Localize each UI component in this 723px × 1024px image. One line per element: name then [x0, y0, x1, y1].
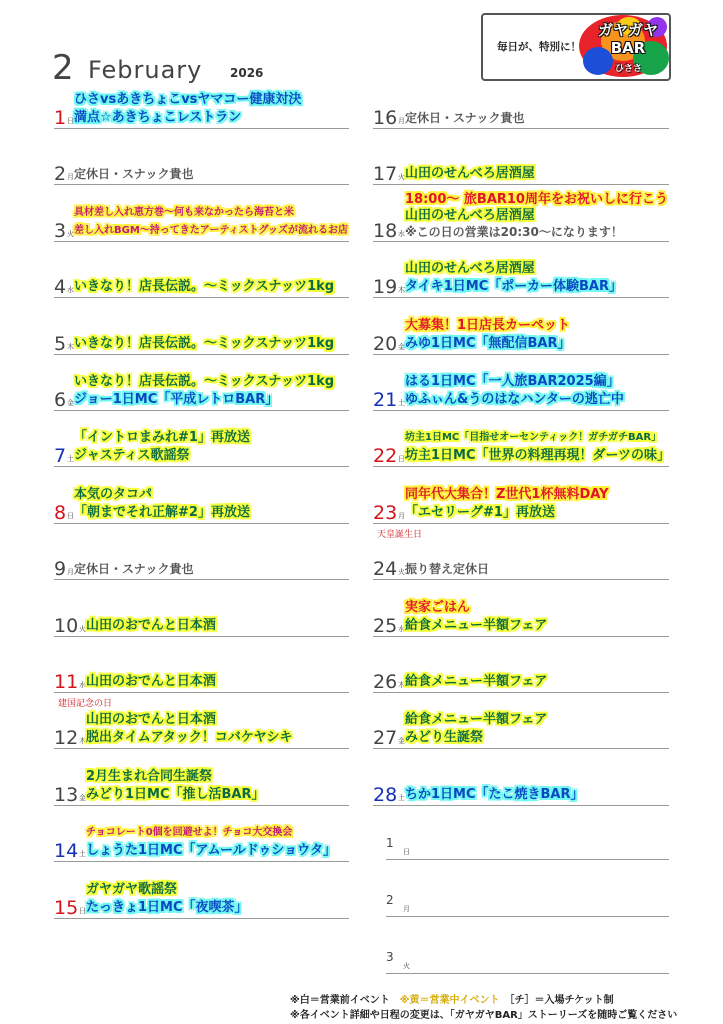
day-number: 12 — [54, 727, 79, 750]
weekday-label: 月 — [398, 117, 405, 125]
event-text: 山田のせんべろ居酒屋 — [405, 207, 535, 223]
day-number: 2 — [54, 163, 67, 186]
day-number: 24 — [373, 558, 398, 581]
weekday-label: 火 — [403, 962, 410, 970]
logo-brand-line1: ガヤガヤ — [597, 21, 658, 39]
weekday-label: 火 — [67, 229, 74, 238]
event-text: いきなり！店長伝説。～ミックスナッツ1kg — [74, 335, 335, 351]
event-text: 坊主1日MC「目指せオーセンティック！ガチガチBAR」 — [405, 432, 662, 444]
day-row-23 — [373, 464, 669, 540]
day-number: 26 — [373, 671, 398, 693]
weekday-label: 水 — [398, 229, 405, 238]
logo-sub: ひささ — [615, 64, 643, 74]
event-text: 「朝までそれ正解#2」再放送 — [74, 504, 250, 520]
event-text: 給食メニュー半額フェア — [405, 617, 548, 633]
event-text: 給食メニュー半額フェア — [405, 674, 548, 689]
day-number: 13 — [54, 783, 79, 806]
day-number: 20 — [373, 332, 398, 355]
event-text: ひさvsあきちょこvsヤマコー健康対決 — [74, 92, 302, 107]
day-row-6 — [54, 351, 349, 411]
event-text: みどり生誕祭 — [405, 730, 484, 746]
day-row-10 — [54, 577, 349, 637]
weekday-label: 土 — [67, 455, 74, 464]
day-number: 22 — [373, 445, 398, 468]
event-text: 山田のおでんと日本酒 — [86, 617, 216, 633]
weekday-label: 木 — [67, 342, 74, 351]
day-row-27 — [373, 689, 669, 749]
day-number: 3 — [386, 950, 394, 964]
day-number: 11 — [54, 671, 79, 693]
weekday-label: 土 — [79, 850, 86, 859]
event-text: ※この日の営業は20:30～になります！ — [405, 224, 623, 239]
weekday-label: 水 — [398, 624, 405, 633]
day-number: 4 — [54, 276, 67, 299]
footer-legend — [290, 991, 614, 1006]
month-name: February — [88, 56, 203, 84]
day-row-22 — [373, 407, 669, 467]
day-row-13 — [54, 746, 349, 806]
event-text: みゆ1日MC「無配信BAR」 — [405, 335, 571, 351]
event-text: 山田のせんべろ居酒屋 — [405, 261, 535, 277]
event-text: みどり1日MC「推し活BAR」 — [86, 786, 265, 802]
day-number: 2 — [386, 893, 394, 907]
event-text: いきなり！店長伝説。～ミックスナッツ1kg — [74, 279, 335, 295]
day-number: 18 — [373, 219, 398, 242]
day-number: 1 — [386, 836, 394, 850]
weekday-label: 金 — [398, 342, 405, 351]
weekday-label: 月 — [67, 568, 74, 577]
logo-brand — [591, 21, 665, 57]
day-row-1 — [54, 69, 349, 129]
event-text: 振り替え定休日 — [405, 562, 490, 577]
year-label: 2026 — [230, 66, 264, 80]
weekday-label: 月 — [398, 511, 405, 520]
event-text: 山田のおでんと日本酒 — [86, 674, 216, 689]
event-text: 2月生まれ合同生誕祭 — [86, 768, 213, 784]
event-text: ちか1日MC「たこ焼きBAR」 — [405, 786, 584, 802]
weekday-label: 金 — [67, 399, 74, 407]
event-text: ジャスティス歌謡祭 — [74, 448, 190, 464]
day-number: 14 — [54, 840, 79, 863]
day-row-2 — [54, 125, 349, 185]
event-text: 「イントロまみれ#1」再放送 — [74, 430, 250, 446]
day-row-19 — [373, 238, 669, 298]
logo-brand-line2: BAR — [610, 39, 646, 57]
weekday-label: 日 — [398, 455, 405, 464]
day-row-24 — [373, 520, 669, 580]
day-row-28 — [373, 746, 669, 806]
day-row-12 — [54, 689, 349, 749]
day-number: 7 — [54, 445, 67, 468]
event-text: 給食メニュー半額フェア — [405, 712, 548, 728]
event-text: 定休日・スナック貴也 — [405, 111, 525, 125]
day-row-9 — [54, 520, 349, 580]
day-row-5 — [54, 295, 349, 355]
event-text: 差し入れBGM～持ってきたアーティストグッズが流れるお店 — [74, 224, 348, 236]
holiday-name: 建国記念の日 — [58, 699, 113, 709]
event-text: 脱出タイムアタック！コバケヤシキ — [86, 730, 293, 746]
event-text: 山田のせんべろ居酒屋 — [405, 166, 535, 182]
day-row-3 — [54, 182, 349, 242]
next-month-row-3 — [386, 914, 669, 974]
day-row-4 — [54, 238, 349, 298]
day-number: 23 — [373, 501, 398, 524]
day-number: 27 — [373, 727, 398, 750]
weekday-label: 水 — [67, 286, 74, 295]
event-text: タイキ1日MC「ポーカー体験BAR」 — [405, 279, 622, 295]
event-text: ガヤガヤ歌謡祭 — [86, 881, 178, 897]
weekday-label: 日 — [67, 511, 74, 520]
day-row-11 — [54, 633, 349, 709]
day-row-20 — [373, 295, 669, 355]
event-text: 山田のおでんと日本酒 — [86, 712, 216, 728]
day-row-26 — [373, 633, 669, 693]
event-text: 実家ごはん — [405, 599, 471, 615]
weekday-label: 日 — [79, 906, 86, 915]
event-text: 定休日・スナック貴也 — [74, 167, 194, 182]
event-text: たっきょ1日MC「夜喫茶」 — [86, 899, 248, 915]
event-text: チョコレート0個を回避せよ！チョコ大交換会 — [86, 827, 293, 839]
day-number: 17 — [373, 163, 398, 186]
day-row-21 — [373, 351, 669, 411]
legend-ticket: ［チ］＝入場チケット制 — [509, 995, 614, 1006]
day-row-18 — [373, 182, 669, 242]
event-text: ゆふぃん&うのはなハンターの逃亡中 — [405, 392, 624, 407]
event-text: しょうた1日MC「アムールドゥショウタ」 — [86, 843, 336, 859]
event-text: 定休日・スナック貴也 — [74, 562, 194, 577]
next-month-row-1 — [386, 800, 669, 860]
event-text: 18:00～ 旅BAR10周年をお祝いしに行こう — [405, 191, 668, 207]
day-row-7 — [54, 407, 349, 467]
logo-tagline: 毎日が、特別に！ — [497, 41, 581, 53]
weekday-label: 木 — [79, 737, 86, 746]
event-text: 坊主1日MC「世界の料理再現！ダーツの味」 — [405, 448, 671, 464]
day-number: 1 — [54, 107, 67, 129]
day-row-15 — [54, 859, 349, 919]
footer-note: ※各イベント詳細や日程の変更は、「ガヤガヤBAR」ストーリーズを随時ご覧ください — [290, 1010, 678, 1021]
weekday-label: 日 — [403, 848, 410, 856]
day-number: 19 — [373, 276, 398, 299]
day-row-25 — [373, 577, 669, 637]
day-underline — [386, 973, 669, 974]
event-text: 本気のタコパ — [74, 486, 153, 502]
event-text: はる1日MC「一人旅BAR2025編」 — [405, 374, 620, 389]
weekday-label: 火 — [398, 173, 405, 182]
weekday-label: 土 — [398, 793, 405, 802]
weekday-label: 金 — [79, 793, 86, 802]
legend-yellow: ※黄＝営業中イベント — [399, 995, 510, 1006]
day-underline — [54, 918, 349, 919]
weekday-label: 日 — [67, 117, 74, 125]
event-text: いきなり！店長伝説。～ミックスナッツ1kg — [74, 374, 335, 389]
day-number: 9 — [54, 558, 67, 581]
day-number: 16 — [373, 107, 398, 129]
day-number: 10 — [54, 614, 79, 637]
holiday-name: 天皇誕生日 — [377, 529, 423, 540]
next-month-row-2 — [386, 857, 669, 917]
event-text: 大募集！1日店長カーペット — [405, 317, 571, 333]
day-number: 5 — [54, 332, 67, 355]
day-number: 21 — [373, 389, 398, 411]
day-number: 6 — [54, 389, 67, 411]
day-row-14 — [54, 802, 349, 862]
month-number: 2 — [52, 48, 74, 88]
weekday-label: 木 — [398, 286, 405, 295]
day-number: 25 — [373, 614, 398, 637]
event-text: 満点☆あきちょこレストラン — [74, 110, 242, 125]
weekday-label: 火 — [398, 568, 405, 577]
day-number: 28 — [373, 783, 398, 806]
day-number: 15 — [54, 896, 79, 919]
day-number: 3 — [54, 219, 67, 242]
weekday-label: 金 — [398, 737, 405, 746]
event-text: 同年代大集合！Z世代1杯無料DAY — [405, 486, 609, 502]
weekday-label: 火 — [79, 624, 86, 633]
legend-white: ※白＝営業前イベント — [290, 995, 400, 1006]
day-row-8 — [54, 464, 349, 524]
weekday-label: 水 — [79, 681, 86, 689]
day-number: 8 — [54, 501, 67, 524]
event-text: ジョー1日MC「平成レトロBAR」 — [74, 392, 279, 407]
event-text: 具材差し入れ恵方巻～何も来なかったら海苔と米 — [74, 206, 294, 218]
weekday-label: 月 — [67, 173, 74, 182]
weekday-label: 土 — [398, 399, 405, 407]
day-row-16 — [373, 69, 669, 129]
day-row-17 — [373, 125, 669, 185]
weekday-label: 月 — [403, 905, 410, 913]
weekday-label: 木 — [398, 681, 405, 689]
event-text: 「エセリーグ#1」再放送 — [405, 504, 555, 520]
